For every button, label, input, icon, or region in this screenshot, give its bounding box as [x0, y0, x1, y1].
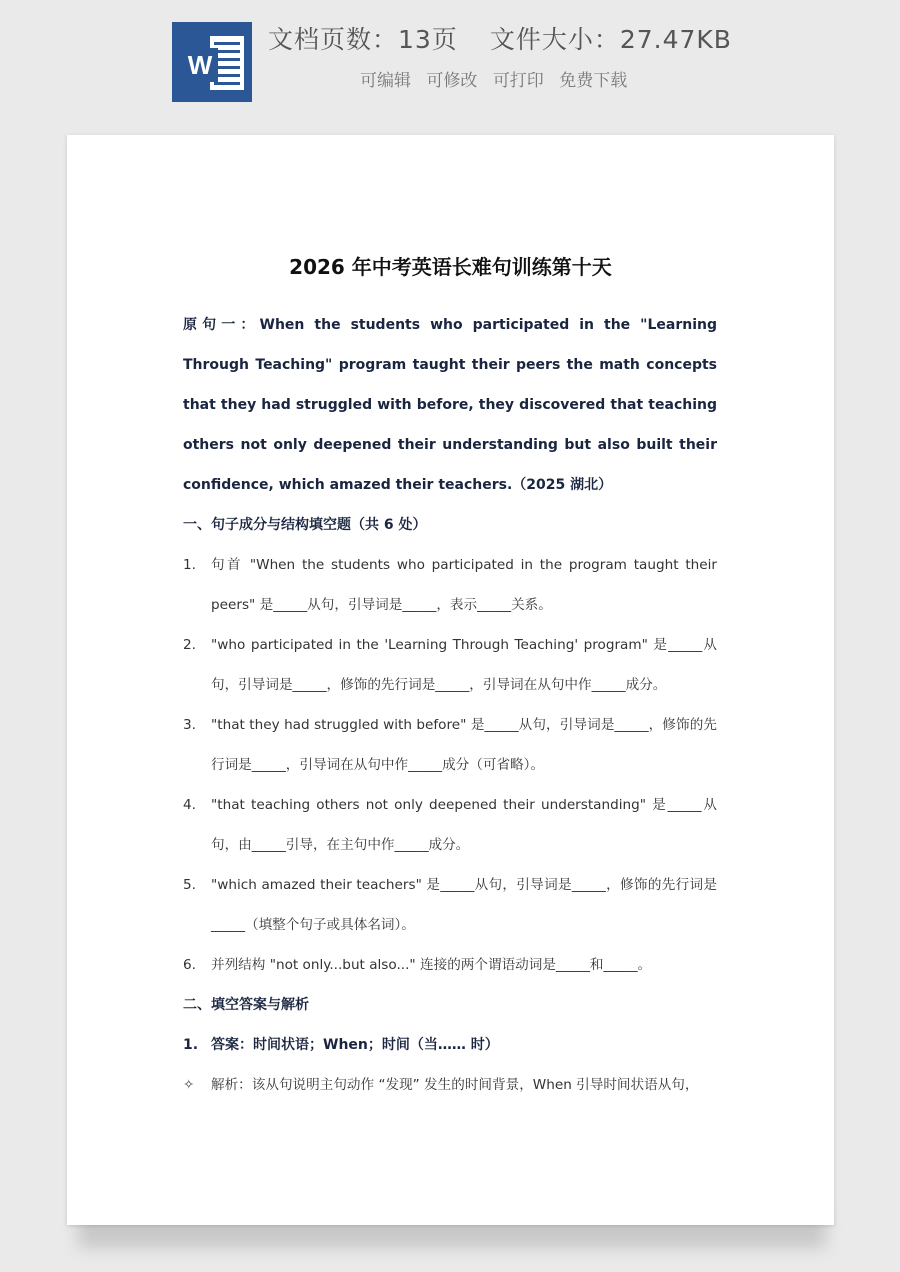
question-text: 句首 "When the students who participated in the program taught their peers" 是_____从句，引导词是_____，表示_____关系。 — [211, 557, 717, 613]
document-features — [360, 66, 637, 91]
word-document-icon — [172, 22, 252, 102]
original-sentence: 原句一：When the students who participated in the "Learning Through Teaching" program taught their peers the math concepts that they had struggled with before, they discovered that teaching others not only deepened their understanding but also built their confidence, which amazed their teachers.（2025 湖北） — [183, 317, 717, 493]
feature-printable: 可打印 — [492, 71, 544, 91]
feature-free-download: 免费下载 — [559, 71, 628, 91]
file-size: 文件大小：27.47KB — [489, 25, 732, 54]
feature-editable: 可编辑 — [360, 71, 411, 91]
question-item — [183, 945, 717, 985]
document-stats — [268, 20, 748, 56]
question-item — [183, 865, 717, 945]
question-text: "who participated in the 'Learning Through Teaching' program" 是_____从句，引导词是_____，修饰的先行词是_____，引导词在从句中作_____成分。 — [211, 637, 717, 693]
answer-item — [183, 1025, 717, 1065]
section-heading: 二、填空答案与解析 — [183, 997, 309, 1013]
question-number: 6. — [183, 957, 196, 973]
question-text: "which amazed their teachers" 是_____从句，引导词是_____，修饰的先行词是_____（填整个句子或具体名词）。 — [211, 877, 717, 933]
word-icon-line — [214, 42, 240, 45]
document-title: 2026 年中考英语长难句训练第十天 — [289, 255, 612, 279]
answer-text: 答案：时间状语；When；时间（当…… 时） — [211, 1037, 499, 1053]
question-number: 5. — [183, 877, 196, 893]
question-item — [183, 625, 717, 705]
analysis-text: 解析：该从句说明主句动作 “发现” 发生的时间背景，When 引导时间状语从句， — [211, 1077, 699, 1093]
question-number: 4. — [183, 797, 196, 813]
document-body — [183, 305, 717, 1105]
word-icon-line — [214, 82, 240, 85]
analysis-item — [183, 1065, 717, 1105]
document-page — [67, 135, 834, 1225]
question-item — [183, 705, 717, 785]
question-item — [183, 785, 717, 865]
sparkle-bullet-icon: ✧ — [183, 1077, 195, 1093]
question-item — [183, 545, 717, 625]
question-number: 3. — [183, 717, 196, 733]
question-number: 1. — [183, 557, 196, 573]
answer-number: 1. — [183, 1037, 199, 1053]
question-text: 并列结构 "not only...but also..." 连接的两个谓语动词是_____和_____。 — [211, 957, 652, 973]
question-text: "that they had struggled with before" 是_____从句，引导词是_____，修饰的先行词是_____，引导词在从句中作_____成分（可省略）。 — [211, 717, 717, 773]
question-text: "that teaching others not only deepened their understanding" 是_____从句，由_____引导，在主句中作_____成分。 — [211, 797, 717, 853]
page-count: 文档页数：13页 — [268, 25, 458, 54]
document-info-header — [0, 0, 900, 120]
word-icon-letter: W — [182, 48, 218, 82]
question-number: 2. — [183, 637, 196, 653]
feature-modifiable: 可修改 — [426, 71, 478, 91]
section-heading: 一、句子成分与结构填空题（共 6 处） — [183, 517, 427, 533]
